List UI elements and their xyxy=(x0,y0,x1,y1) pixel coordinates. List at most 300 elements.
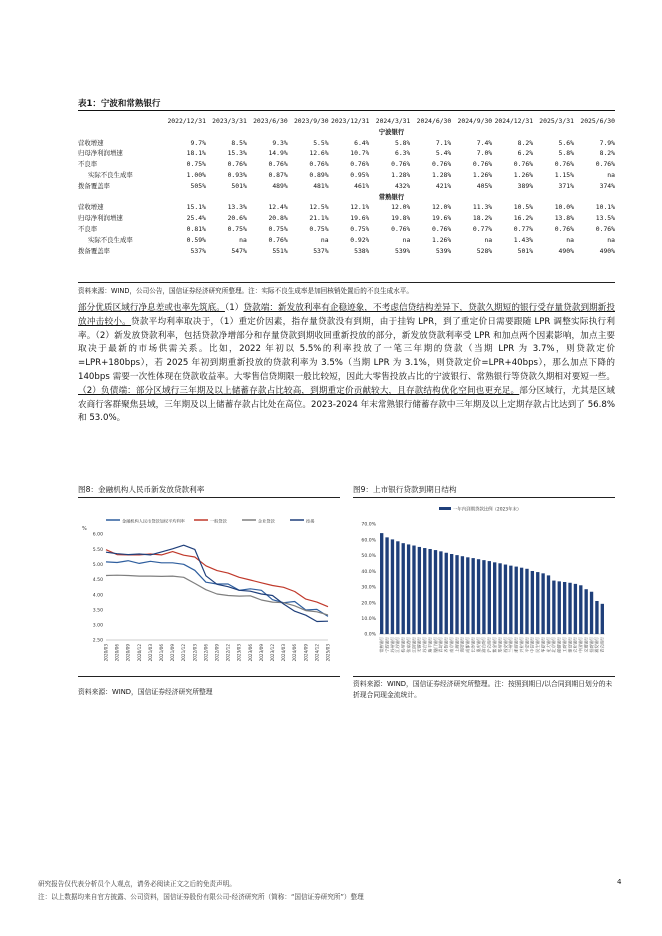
x-tick-label: 招商银行 xyxy=(588,637,594,653)
row-label: 实际不良生成率 xyxy=(88,235,133,244)
row-label: 营收增速 xyxy=(78,138,104,147)
table-row xyxy=(78,138,615,149)
bar xyxy=(579,585,582,634)
bar xyxy=(515,567,518,634)
y-tick-label: 0.0% xyxy=(364,632,376,638)
table-cell: 0.76% xyxy=(391,224,411,233)
fig8-bottom-rule xyxy=(78,676,340,677)
table-row xyxy=(78,246,615,257)
table-cell: 0.76% xyxy=(268,235,288,244)
bar xyxy=(536,572,539,634)
table-cell: 5.6% xyxy=(558,138,574,147)
table-cell: 25.4% xyxy=(186,214,206,223)
table-cell: 1.28% xyxy=(432,170,452,179)
table-row xyxy=(78,159,615,170)
table-cell: 12.4% xyxy=(268,203,288,212)
bar xyxy=(595,601,598,634)
x-tick-label: 建设银行 xyxy=(567,637,573,653)
x-tick-label: 华夏银行 xyxy=(540,637,546,653)
table-cell: 481% xyxy=(313,181,329,190)
body-text-a: （1） xyxy=(224,303,244,313)
page-footer xyxy=(38,878,628,904)
y-tick-label: 5.00 xyxy=(92,562,103,568)
y-tick-label: 6.00 xyxy=(92,532,103,538)
y-tick-label: 40.0% xyxy=(361,569,376,575)
table-cell: 7.0% xyxy=(476,149,493,158)
table-group-row xyxy=(78,192,615,203)
bar xyxy=(434,550,437,634)
y-tick-label: 3.50 xyxy=(92,608,103,614)
x-tick-label: 西安银行 xyxy=(502,637,508,653)
fig9-top-rule xyxy=(353,497,615,498)
x-tick-label: 2023/06 xyxy=(247,644,253,662)
bar xyxy=(493,562,496,634)
row-label: 实际不良生成率 xyxy=(88,170,133,179)
table-header-row xyxy=(78,116,615,127)
x-tick-label: 宁波银行 xyxy=(384,637,390,653)
table-cell: 0.59% xyxy=(186,235,206,244)
table-cell: 0.76% xyxy=(554,160,574,169)
x-tick-label: 2025/03 xyxy=(325,644,331,662)
x-tick-label: 2021/09 xyxy=(170,644,176,662)
column-header: 2023/9/30 xyxy=(293,117,329,125)
x-tick-label: 成都银行 xyxy=(465,637,471,653)
legend-label: 金融机构人民币贷款加权平均利率 xyxy=(122,518,185,524)
table-cell: 538% xyxy=(354,246,370,255)
x-tick-label: 无锡银行 xyxy=(416,637,422,653)
x-tick-label: 2023/09 xyxy=(258,644,264,662)
y-tick-label: 10.0% xyxy=(361,616,376,622)
bar xyxy=(568,583,571,634)
row-label: 拨备覆盖率 xyxy=(78,181,110,190)
table-cell: 0.95% xyxy=(350,170,370,179)
x-tick-label: 重庆银行 xyxy=(475,637,481,653)
group-label: 常熟银行 xyxy=(378,192,405,201)
table-cell: 7.4% xyxy=(476,138,493,147)
table-cell: 12.0% xyxy=(432,203,452,212)
x-tick-label: 2022/09 xyxy=(214,644,220,662)
table-cell: 539% xyxy=(435,246,452,255)
table-cell: 19.8% xyxy=(391,214,411,223)
footer-note: 注：以上数据均来自官方披露、公司资料，国信证券股份有限公司-经济研究所（简称：“国信证券研究所”）整理 xyxy=(38,893,364,901)
x-tick-label: 2024/06 xyxy=(292,644,298,662)
x-tick-label: 浙商银行 xyxy=(513,637,519,653)
table-cell: 1.26% xyxy=(513,170,534,179)
table-cell: 8.2% xyxy=(599,149,615,158)
group-label: 宁波银行 xyxy=(378,127,405,136)
table-cell: 10.1% xyxy=(595,203,615,212)
table-cell: 0.76% xyxy=(309,160,329,169)
bar xyxy=(439,551,442,634)
fig8-title: 图8：金融机构人民币新发放贷款利率 xyxy=(78,485,205,494)
x-tick-label: 厦门银行 xyxy=(432,637,438,653)
column-header: 2023/3/31 xyxy=(212,117,247,125)
table-cell: 5.8% xyxy=(394,138,411,147)
table-cell: 21.1% xyxy=(309,214,329,223)
table-cell: na xyxy=(402,235,411,244)
table-row xyxy=(78,213,615,224)
body-paragraph xyxy=(78,302,615,426)
bar xyxy=(558,581,561,634)
fig8-line-chart xyxy=(78,512,340,664)
column-header: 2024/12/31 xyxy=(494,117,534,125)
table-cell: 537% xyxy=(190,246,206,255)
table-cell: 501% xyxy=(517,246,534,255)
x-tick-label: 2021/03 xyxy=(147,644,153,662)
bar xyxy=(477,559,480,634)
table-cell: 461% xyxy=(354,181,370,190)
table-cell: 6.3% xyxy=(394,149,411,158)
y-tick-label: 5.50 xyxy=(92,547,103,553)
fig8-source-note: 资料来源：WIND，国信证券经济研究所整理 xyxy=(78,688,213,696)
table-cell: 389% xyxy=(517,181,534,190)
table-cell: 489% xyxy=(272,181,288,190)
x-tick-label: 南京银行 xyxy=(448,637,454,653)
table-cell: 5.8% xyxy=(558,149,574,158)
legend-label: 按揭 xyxy=(306,518,315,524)
y-tick-label: 4.50 xyxy=(92,578,103,584)
table-cell: 0.76% xyxy=(432,224,452,233)
fig8-top-rule xyxy=(78,497,340,498)
body-underline-3: （2）负债端：部分区域行三年期及以上储蓄存款占比较高，到期重定价贡献较大，且存款结构优化空间也更充足。 xyxy=(78,385,520,396)
fig9-title: 图9：上市银行贷款到期日结构 xyxy=(353,485,457,494)
table-cell: 1.15% xyxy=(554,170,574,179)
bar xyxy=(601,604,604,634)
bar xyxy=(423,548,426,634)
table-cell: na xyxy=(566,235,574,244)
x-tick-label: 交通银行 xyxy=(583,637,589,653)
table-cell: 6.2% xyxy=(517,149,534,158)
table-title: 表1：宁波和常熟银行 xyxy=(78,99,161,109)
body-text-c: 部分区域行，尤其是区域农商行客群聚焦县域，三年期及以上储蓄存款占比处在高位。2023-2024 年末常熟银行储蓄存款中三年期及以上定期存款占比达到了 56.8%和 53.0%。 xyxy=(78,385,615,424)
column-header: 2023/12/31 xyxy=(331,117,370,125)
table-cell: 1.43% xyxy=(513,235,534,244)
x-tick-label: 2024/12 xyxy=(314,644,320,662)
x-tick-label: 兴业银行 xyxy=(518,637,524,653)
fig9-bottom-rule xyxy=(353,676,615,677)
table-cell: 5.4% xyxy=(435,149,452,158)
series-line xyxy=(106,575,328,615)
row-label: 不良率 xyxy=(78,160,98,169)
x-tick-label: 2020/06 xyxy=(114,644,120,662)
x-tick-label: 上海银行 xyxy=(454,637,460,653)
x-tick-label: 2021/06 xyxy=(159,644,164,662)
y-tick-label: 70.0% xyxy=(361,522,376,528)
table-cell: 10.5% xyxy=(513,203,534,212)
series-line xyxy=(106,550,328,607)
x-tick-label: 邮储银行 xyxy=(556,637,562,653)
x-tick-label: 苏州银行 xyxy=(389,637,395,653)
row-label: 拨备覆盖率 xyxy=(78,246,110,255)
table-cell: 432% xyxy=(394,181,411,190)
fig9-bar-chart xyxy=(353,502,615,674)
bar xyxy=(396,541,399,634)
x-tick-label: 光大银行 xyxy=(545,637,551,653)
bar xyxy=(428,549,431,634)
row-label: 不良率 xyxy=(78,224,98,233)
y-tick-label: 60.0% xyxy=(361,538,376,544)
table-row xyxy=(78,148,615,159)
y-tick-label: 30.0% xyxy=(361,585,376,591)
bar xyxy=(509,566,512,634)
column-header: 2022/12/31 xyxy=(167,117,206,125)
table-cell: 0.77% xyxy=(513,224,534,233)
table-cell: 12.1% xyxy=(350,203,370,212)
column-header: 2025/6/30 xyxy=(580,117,615,125)
table-cell: 20.8% xyxy=(268,214,288,223)
x-tick-label: 郑州银行 xyxy=(497,637,503,653)
table-cell: 18.2% xyxy=(472,214,493,223)
table-source-note: 资料来源：WIND，公司公告，国信证券经济研究所整理。注：实际不良生成率是加回核销处置后的不良生成水平。 xyxy=(78,287,413,295)
table-cell: 7.9% xyxy=(599,138,615,147)
x-tick-label: 工商银行 xyxy=(561,637,567,653)
table-cell: 9.7% xyxy=(190,138,206,147)
table-bottom-rule xyxy=(78,282,615,283)
body-underline-1: 部分优质区域行净息差或也率先筑底。 xyxy=(78,303,225,313)
x-tick-label: 青岛银行 xyxy=(438,637,444,653)
x-tick-label: 2020/09 xyxy=(125,644,131,662)
table-cell: 1.26% xyxy=(472,170,493,179)
bar xyxy=(574,584,577,634)
table-cell: 0.75% xyxy=(350,224,370,233)
table-cell: 490% xyxy=(558,246,574,255)
x-tick-label: 2022/12 xyxy=(225,644,231,662)
series-line xyxy=(106,561,328,617)
x-tick-label: 沪农商行 xyxy=(486,637,492,653)
bar xyxy=(455,555,458,634)
table-cell: 0.76% xyxy=(391,160,411,169)
x-tick-label: 2020/12 xyxy=(136,644,142,662)
table-cell: 1.28% xyxy=(391,170,411,179)
table-cell: 6.4% xyxy=(354,138,370,147)
y-tick-label: 20.0% xyxy=(361,601,376,607)
page-number: 4 xyxy=(617,878,622,886)
x-tick-label: 2021/12 xyxy=(181,644,187,662)
table-cell: na xyxy=(320,235,329,244)
bar xyxy=(385,537,388,634)
table-cell: 0.76% xyxy=(227,160,247,169)
y-axis-unit: % xyxy=(82,526,87,532)
x-tick-label: 浦发银行 xyxy=(594,637,600,653)
x-tick-label: 苏农银行 xyxy=(422,637,428,653)
bar xyxy=(412,546,415,634)
bar xyxy=(520,568,523,634)
column-header: 2025/3/31 xyxy=(539,117,574,125)
row-label: 归母净利润增速 xyxy=(78,214,123,223)
table-cell: 19.6% xyxy=(432,214,452,223)
x-tick-label: 平安银行 xyxy=(524,637,530,653)
table-cell: na xyxy=(239,235,247,244)
table-cell: 505% xyxy=(190,181,206,190)
table-cell: 20.6% xyxy=(227,214,247,223)
footer-disclaimer: 研究报告仅代表分析员个人观点，请务必阅读正文之后的免责声明。 xyxy=(38,880,236,888)
column-header: 2024/3/31 xyxy=(375,117,411,125)
table-cell: 5.5% xyxy=(313,138,329,147)
bar xyxy=(407,544,410,634)
table-row xyxy=(78,181,615,192)
bar xyxy=(466,557,469,634)
bar xyxy=(472,558,475,634)
x-tick-label: 长沙银行 xyxy=(470,637,476,653)
bar xyxy=(482,560,485,634)
table-cell: 12.0% xyxy=(391,203,411,212)
table-cell: 0.87% xyxy=(268,170,288,179)
table-cell: 0.76% xyxy=(513,160,534,169)
legend-label: 一年内到期贷款比例（2023年末） xyxy=(453,507,522,513)
table-cell: 528% xyxy=(476,246,493,255)
table-cell: 374% xyxy=(599,181,615,190)
table-cell: 1.00% xyxy=(186,170,206,179)
table-cell: 0.76% xyxy=(595,224,615,233)
bar xyxy=(498,563,501,634)
x-tick-label: 青农商行 xyxy=(599,637,605,653)
table-cell: 421% xyxy=(435,181,452,190)
x-tick-label: 2023/12 xyxy=(270,644,275,662)
table-cell: 490% xyxy=(599,246,615,255)
table-cell: na xyxy=(484,235,493,244)
table-cell: 371% xyxy=(558,181,574,190)
table-cell: 15.3% xyxy=(227,149,247,158)
table-cell: 0.89% xyxy=(309,170,329,179)
x-tick-label: 农业银行 xyxy=(572,637,578,653)
table-cell: 13.3% xyxy=(227,203,247,212)
bar xyxy=(504,565,507,634)
x-tick-label: 瑞丰银行 xyxy=(427,637,433,653)
table-cell: 0.81% xyxy=(186,224,206,233)
series-line xyxy=(106,545,328,621)
x-tick-label: 北京银行 xyxy=(551,637,557,653)
table-cell: 8.2% xyxy=(517,138,534,147)
table-cell: 13.8% xyxy=(554,214,574,223)
bar xyxy=(552,581,555,634)
bar xyxy=(380,533,383,634)
bar xyxy=(547,575,550,634)
table-cell: 0.92% xyxy=(350,235,370,244)
x-tick-label: 紫金银行 xyxy=(491,637,497,653)
x-tick-label: 中国银行 xyxy=(578,637,584,653)
x-tick-label: 齐鲁银行 xyxy=(443,637,449,653)
table-cell: na xyxy=(607,170,615,179)
x-tick-label: 江阴银行 xyxy=(411,637,417,653)
x-tick-label: 2023/03 xyxy=(236,644,242,662)
table-cell: 12.5% xyxy=(309,203,329,212)
table-cell: 0.93% xyxy=(227,170,247,179)
legend-swatch xyxy=(439,507,451,510)
table-cell: 0.76% xyxy=(472,160,493,169)
bar xyxy=(445,553,448,634)
table-cell: 0.77% xyxy=(472,224,493,233)
table-cell: 11.3% xyxy=(472,203,493,212)
row-label: 营收增速 xyxy=(78,203,104,212)
x-tick-label: 2020/03 xyxy=(103,644,109,662)
column-header: 2023/6/30 xyxy=(253,117,288,125)
table-cell: 15.1% xyxy=(186,203,206,212)
table-cell: 10.7% xyxy=(350,149,370,158)
x-tick-label: 2024/03 xyxy=(281,644,287,662)
table-cell: 7.1% xyxy=(435,138,452,147)
x-tick-label: 2024/09 xyxy=(303,644,309,662)
table-cell: 9.3% xyxy=(272,138,288,147)
row-label: 归母净利润增速 xyxy=(78,149,123,158)
table-row xyxy=(78,235,615,246)
table-row xyxy=(78,224,615,235)
table-cell: 16.2% xyxy=(513,214,534,223)
table-cell: 0.76% xyxy=(554,224,574,233)
x-tick-label: 2022/06 xyxy=(203,644,209,662)
table-cell: 539% xyxy=(394,246,411,255)
body-text-b: 贷款平均利率取决于，（1）重定价因素，指存量贷款没有到期，由于挂钩 LPR，到了重定价日需要跟随 LPR 调整实际执行利率。（2）新发放贷款利率，包括贷款净增部分和存量贷款到期收回重新投放的部分，新发放贷款利率受 LPR 和加点两个因素影响，加点主要取决于最新的市场供需关系。比如，2022 年初以 5.5%的利率投放了一笔三年期的贷款（当期 LPR 为 3.7%，则贷款定价=LPR+180bps），若 2025 年初到期重新投放的贷款利率为 3.5%（当期 LPR 为 3.1%，则贷款定价=LPR+40bps），那么加点下降的 140bps 需要一次性体现在贷款收益率。大零售信贷期限一般比较短，因此大零售投放占比的宁波银行、常熟银行等贷款久期相对要短一些。 xyxy=(78,316,615,382)
x-tick-label: 杭州银行 xyxy=(400,637,406,653)
table-cell: na xyxy=(607,235,615,244)
x-tick-label: 渝农商行 xyxy=(481,637,487,653)
table-cell: 0.75% xyxy=(186,160,206,169)
x-tick-label: 常熟银行 xyxy=(378,637,384,653)
table-cell: 501% xyxy=(231,181,247,190)
table-cell: 0.76% xyxy=(432,160,452,169)
table-cell: 0.76% xyxy=(350,160,370,169)
bar xyxy=(590,592,593,634)
fig9-source-note: 资料来源：WIND，国信证券经济研究所整理。注：按照到期日/以合同到期日划分的未折现合同现金流统计。 xyxy=(353,680,613,699)
table-row xyxy=(78,202,615,213)
table-cell: 547% xyxy=(231,246,247,255)
x-tick-label: 2022/03 xyxy=(192,644,198,662)
legend-label: 一般贷款 xyxy=(210,518,227,524)
bar xyxy=(450,554,453,634)
table-cell: 12.6% xyxy=(309,149,329,158)
legend-label: 企业贷款 xyxy=(258,518,275,524)
table-cell: 0.76% xyxy=(595,160,615,169)
bar xyxy=(585,589,588,634)
x-tick-label: 中信银行 xyxy=(529,637,535,653)
bar xyxy=(541,573,544,634)
table-cell: 19.6% xyxy=(350,214,370,223)
y-tick-label: 2.50 xyxy=(92,638,103,644)
y-tick-label: 4.00 xyxy=(92,593,103,599)
bar xyxy=(525,569,528,634)
column-header: 2024/6/30 xyxy=(416,117,452,125)
table-top-rule xyxy=(78,110,615,111)
table-cell: 0.75% xyxy=(309,224,329,233)
bar xyxy=(563,582,566,634)
table-cell: 8.5% xyxy=(231,138,247,147)
x-tick-label: 江苏银行 xyxy=(395,637,401,653)
y-tick-label: 3.00 xyxy=(92,623,103,629)
table-cell: 10.0% xyxy=(554,203,574,212)
bar xyxy=(461,556,464,634)
table-cell: 405% xyxy=(476,181,493,190)
table-cell: 0.76% xyxy=(268,160,288,169)
x-tick-label: 张家港行 xyxy=(405,637,411,653)
bar xyxy=(531,571,534,634)
bar xyxy=(391,539,394,634)
table-row xyxy=(78,170,615,181)
y-tick-label: 50.0% xyxy=(361,554,376,560)
table-cell: 14.9% xyxy=(268,149,288,158)
body-underline-2: 贷款端：新发放利率有企稳迹象，不考虑信贷结构差异下，贷款久期短的银行受存量贷款到期新投放冲击较小。 xyxy=(78,303,615,327)
table-cell: 0.75% xyxy=(268,224,288,233)
table-cell: 1.26% xyxy=(432,235,452,244)
x-tick-label: 民生银行 xyxy=(535,637,541,653)
x-tick-label: 兰州银行 xyxy=(508,637,514,653)
financials-table xyxy=(78,116,615,256)
table-cell: 537% xyxy=(313,246,329,255)
bar xyxy=(418,547,421,634)
table-cell: 13.5% xyxy=(595,214,615,223)
table-group-row xyxy=(78,127,615,138)
x-tick-label: 贵阳银行 xyxy=(459,637,465,653)
bar xyxy=(488,561,491,634)
table-cell: 551% xyxy=(272,246,288,255)
